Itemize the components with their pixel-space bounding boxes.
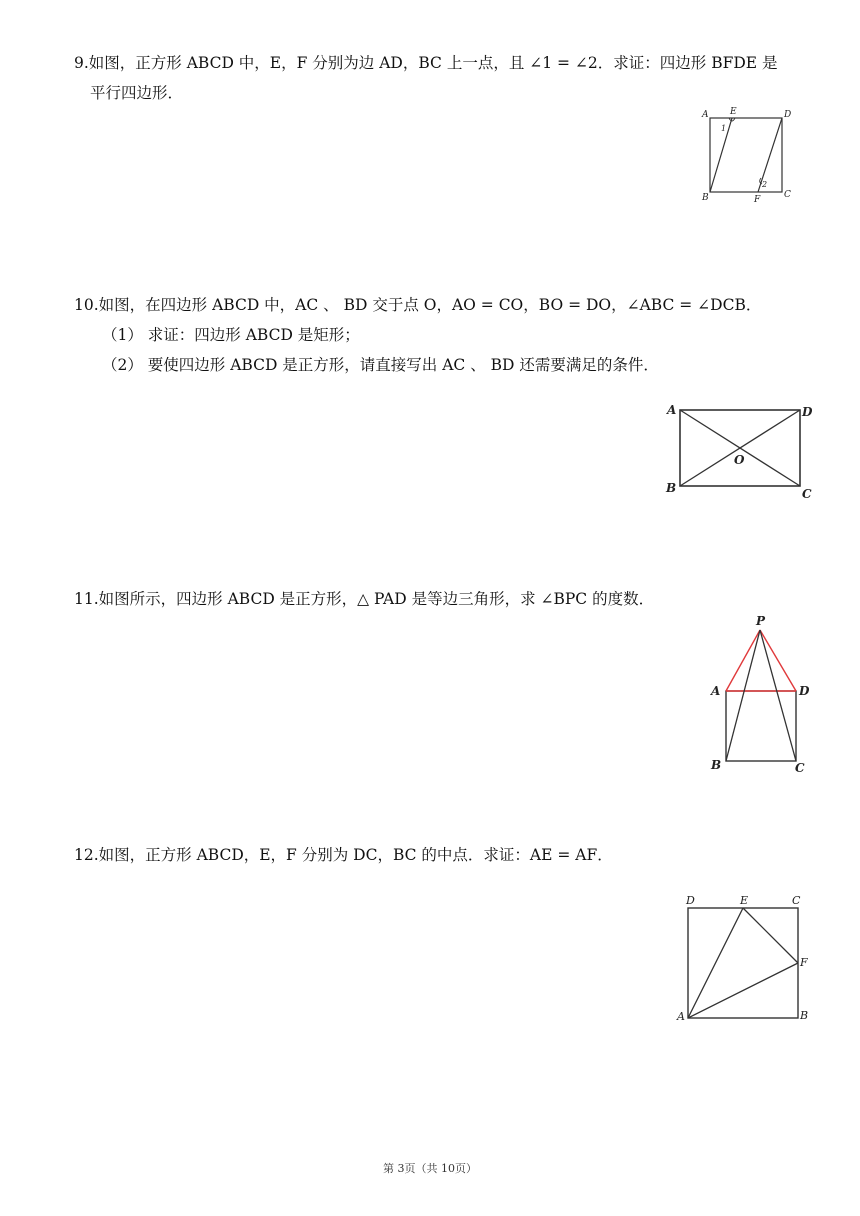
label-b: B [666, 481, 677, 495]
label-c: C [792, 894, 801, 907]
label-d: D [799, 684, 810, 698]
label-a: A [702, 110, 709, 120]
question-10 [74, 290, 834, 380]
label-c: C [784, 190, 791, 200]
figure-9 [696, 104, 800, 204]
question-12 [74, 840, 834, 870]
label-a: A [711, 684, 721, 698]
question-10-text-1: 如图，在四边形 ABCD 中，AC 、 BD 交于点 O，AO = CO，BO = DO，∠ABC = ∠DCB． [98, 296, 762, 314]
label-d: D [686, 894, 695, 907]
label-c: C [795, 761, 805, 775]
question-9-line-1 [74, 48, 834, 78]
figure-10 [662, 398, 822, 504]
label-b: B [711, 758, 722, 772]
question-11-number: 11. [74, 590, 99, 608]
label-e: E [730, 107, 737, 117]
segment-pc [760, 630, 796, 761]
question-10-sub-2: （2） 要使四边形 ABCD 是正方形，请直接写出 AC 、 BD 还需要满足的条件． [102, 356, 659, 374]
square-abcd [688, 908, 798, 1018]
label-c: C [802, 487, 812, 501]
segment-af [688, 963, 798, 1018]
figure-12 [676, 892, 818, 1026]
label-o: O [734, 453, 745, 467]
label-angle-2: 2 [762, 180, 768, 189]
question-9-text-2: 平行四边形． [90, 84, 184, 102]
page-footer: 第 3页（共 10页） [383, 1162, 477, 1175]
question-9 [74, 48, 834, 108]
question-12-text-1: 如图，正方形 ABCD，E，F 分别为 DC，BC 的中点．求证：AE = AF． [98, 846, 613, 864]
question-11-text-1: 如图所示，四边形 ABCD 是正方形，△ PAD 是等边三角形，求 ∠BPC 的度数． [98, 590, 655, 608]
square-abcd [726, 691, 796, 761]
question-11 [74, 584, 834, 614]
label-a: A [667, 403, 677, 417]
label-b: B [800, 1009, 809, 1022]
segment-ef [743, 908, 798, 963]
question-11-line-1 [74, 584, 834, 614]
label-b: B [702, 193, 709, 203]
label-f: F [754, 195, 761, 204]
label-angle-1: 1 [721, 124, 727, 133]
segment-ae [688, 908, 743, 1018]
question-12-number: 12. [74, 846, 99, 864]
question-12-line-1 [74, 840, 834, 870]
question-9-text-1: 如图，正方形 ABCD 中，E，F 分别为边 AD，BC 上一点，且 ∠1 = ∠2．求证：四边形 BFDE 是 [88, 54, 778, 72]
question-10-sub-1: （1） 求证：四边形 ABCD 是矩形； [102, 326, 360, 344]
segment-pb [726, 630, 760, 761]
label-f: F [800, 956, 808, 969]
label-a: A [677, 1010, 685, 1023]
figure-11 [704, 612, 824, 782]
segment-pa [726, 630, 760, 691]
label-p: P [756, 614, 766, 628]
label-d: D [802, 405, 813, 419]
question-10-line-1 [74, 290, 834, 320]
label-e: E [740, 894, 749, 907]
question-9-number: 9. [74, 54, 89, 72]
label-d: D [784, 110, 792, 120]
question-10-number: 10. [74, 296, 99, 314]
segment-pd [760, 630, 796, 691]
